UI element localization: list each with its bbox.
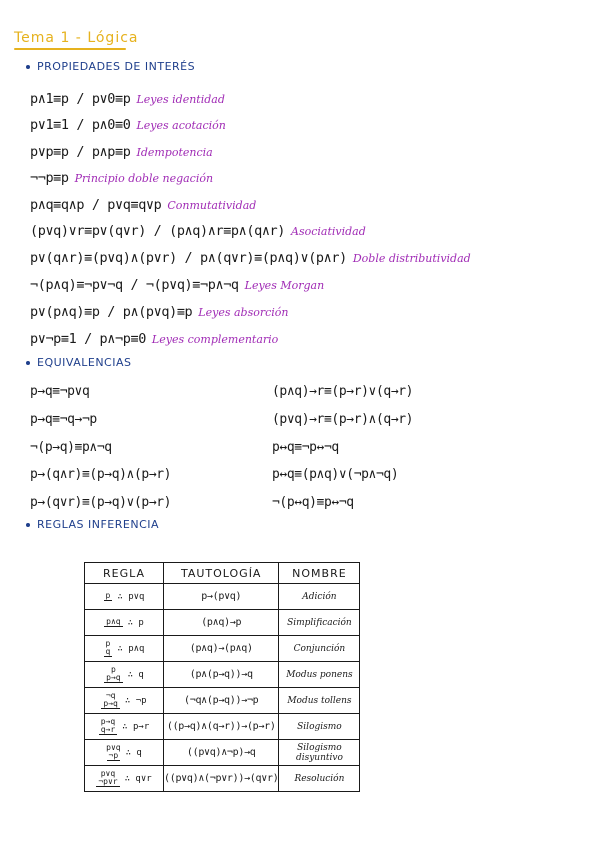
property-row	[30, 194, 256, 213]
table-row	[85, 740, 360, 766]
rule-cell	[85, 662, 164, 688]
rule-name: Simplificación	[279, 610, 360, 636]
equivalence-left: p→q≡¬q→¬p	[30, 412, 97, 427]
equivalence-left: p→q≡¬p∨q	[30, 384, 90, 399]
rule-premise: p→q	[106, 673, 121, 682]
rule-cell	[85, 740, 164, 766]
title-underline	[14, 48, 126, 50]
header-regla: REGLA	[85, 563, 164, 584]
rule-tautology: (p∧q)→p	[164, 610, 279, 636]
property-law-name: Principio doble negación	[74, 172, 214, 185]
section-propiedades	[26, 60, 195, 73]
table-row	[85, 636, 360, 662]
property-formula: p∨p≡p / p∧p≡p	[30, 144, 131, 160]
rule-premise: p→q	[103, 699, 118, 708]
inference-rules-table	[84, 562, 360, 792]
rule-cell	[85, 610, 164, 636]
bullet-icon	[26, 65, 30, 69]
equivalence-right: p↔q≡¬p↔¬q	[272, 440, 339, 455]
rule-premises	[96, 770, 119, 787]
header-tautologia: TAUTOLOGÍA	[164, 563, 279, 584]
equivalence-right: (p∧q)→r≡(p→r)∨(q→r)	[272, 384, 414, 399]
rule-premise: p∧q	[106, 617, 121, 626]
property-row	[30, 88, 225, 107]
rule-conclusion: ∴ p	[127, 617, 144, 628]
rule-cell	[85, 766, 164, 792]
rule-conclusion: ∴ p∨q	[117, 591, 145, 602]
rule-conclusion: ∴ q	[127, 669, 144, 680]
rule-premise: ¬p∨r	[98, 777, 118, 786]
rule-cell	[85, 636, 164, 662]
table-row	[85, 714, 360, 740]
rule-premise: ¬q	[105, 691, 116, 700]
property-formula: p∨¬p≡1 / p∧¬p≡0	[30, 331, 146, 347]
rule-premises	[104, 666, 122, 683]
property-law-name: Leyes absorción	[198, 306, 289, 319]
table-header-row	[85, 563, 360, 584]
section-equivalencias	[26, 356, 132, 369]
bullet-icon	[26, 361, 30, 365]
rule-conclusion: ∴ q∨r	[124, 773, 152, 784]
property-law-name: Leyes acotación	[136, 119, 226, 132]
rule-tautology: ((p→q)∧(q→r))→(p→r)	[164, 714, 279, 740]
property-formula: p∧q≡q∧p / p∨q≡q∨p	[30, 197, 162, 213]
rule-cell	[85, 714, 164, 740]
property-formula: p∨1≡1 / p∧0≡0	[30, 117, 131, 133]
bullet-icon	[26, 523, 30, 527]
property-row	[30, 274, 324, 293]
table-row	[85, 610, 360, 636]
section-label: REGLAS INFERENCIA	[37, 518, 160, 531]
rule-name: Modus tollens	[279, 688, 360, 714]
rule-name: Silogismo	[279, 714, 360, 740]
rule-cell	[85, 688, 164, 714]
section-label: EQUIVALENCIAS	[37, 356, 132, 369]
table-row	[85, 584, 360, 610]
property-row	[30, 141, 213, 160]
rule-conclusion: ∴ p→r	[122, 721, 150, 732]
property-row	[30, 247, 471, 266]
section-reglas	[26, 518, 159, 531]
property-law-name: Leyes Morgan	[244, 279, 325, 292]
equivalence-right: ¬(p↔q)≡p↔¬q	[272, 495, 354, 510]
rule-premise: ¬p	[108, 751, 119, 760]
property-row	[30, 301, 289, 320]
rule-conclusion: ∴ ¬p	[124, 695, 147, 706]
rule-conclusion: ∴ q	[125, 747, 142, 758]
equivalence-left: p→(q∧r)≡(p→q)∧(p→r)	[30, 467, 172, 482]
rule-tautology: ((p∨q)∧(¬p∨r))→(q∨r)	[164, 766, 279, 792]
rule-name: Conjunción	[279, 636, 360, 662]
rule-premise: p	[105, 639, 111, 648]
rule-premise: p∨q	[100, 769, 116, 778]
property-formula: (p∨q)∨r≡p∨(q∨r) / (p∧q)∧r≡p∧(q∧r)	[30, 223, 286, 239]
property-formula: ¬¬p≡p	[30, 170, 69, 186]
rule-premises	[99, 718, 117, 735]
rule-premise: p	[110, 665, 116, 674]
property-formula: p∧1≡p / p∨0≡p	[30, 91, 131, 107]
rule-premises	[104, 640, 113, 657]
table-row	[85, 766, 360, 792]
header-nombre: NOMBRE	[279, 563, 360, 584]
rule-premises	[106, 744, 120, 761]
property-row	[30, 114, 226, 133]
rule-name: Resolución	[279, 766, 360, 792]
rule-premise: q→r	[100, 725, 116, 734]
equivalence-right: p↔q≡(p∧q)∨(¬p∧¬q)	[272, 467, 399, 482]
rule-premise: p∨q	[106, 743, 121, 752]
rule-tautology: ((p∨q)∧¬p)→q	[164, 740, 279, 766]
equivalence-left: p→(q∨r)≡(p→q)∨(p→r)	[30, 495, 172, 510]
rule-name: Silogismo disyuntivo	[279, 740, 360, 766]
rule-premises	[104, 618, 122, 627]
rule-premise: p	[105, 591, 111, 600]
property-row	[30, 167, 213, 186]
page-title: Tema 1 - Lógica	[14, 30, 139, 46]
property-law-name: Conmutatividad	[167, 199, 257, 212]
property-law-name: Leyes identidad	[136, 93, 225, 106]
section-label: PROPIEDADES DE INTERÉS	[37, 60, 196, 73]
rule-premises	[101, 692, 119, 709]
table-row	[85, 688, 360, 714]
table-row	[85, 662, 360, 688]
rule-cell	[85, 584, 164, 610]
property-formula: p∨(q∧r)≡(p∨q)∧(p∨r) / p∧(q∨r)≡(p∧q)∨(p∧r)	[30, 250, 347, 266]
rule-name: Adición	[279, 584, 360, 610]
property-law-name: Leyes complementario	[151, 333, 279, 346]
property-law-name: Idempotencia	[136, 146, 213, 159]
property-row	[30, 220, 366, 239]
rule-conclusion: ∴ p∧q	[117, 643, 145, 654]
property-law-name: Asociatividad	[291, 225, 366, 238]
equivalence-left: ¬(p→q)≡p∧¬q	[30, 440, 112, 455]
equivalence-right: (p∨q)→r≡(p→r)∧(q→r)	[272, 412, 414, 427]
rule-tautology: (p∧q)→(p∧q)	[164, 636, 279, 662]
property-formula: p∨(p∧q)≡p / p∧(p∨q)≡p	[30, 304, 193, 320]
rule-tautology: p→(p∨q)	[164, 584, 279, 610]
rule-tautology: (p∧(p→q))→q	[164, 662, 279, 688]
rule-premise: q	[105, 647, 111, 656]
rule-premise: p→q	[100, 717, 116, 726]
rule-premises	[104, 592, 113, 601]
property-row	[30, 328, 278, 347]
property-formula: ¬(p∧q)≡¬p∨¬q / ¬(p∨q)≡¬p∧¬q	[30, 277, 239, 293]
property-law-name: Doble distributividad	[352, 252, 471, 265]
rule-name: Modus ponens	[279, 662, 360, 688]
rule-tautology: (¬q∧(p→q))→¬p	[164, 688, 279, 714]
